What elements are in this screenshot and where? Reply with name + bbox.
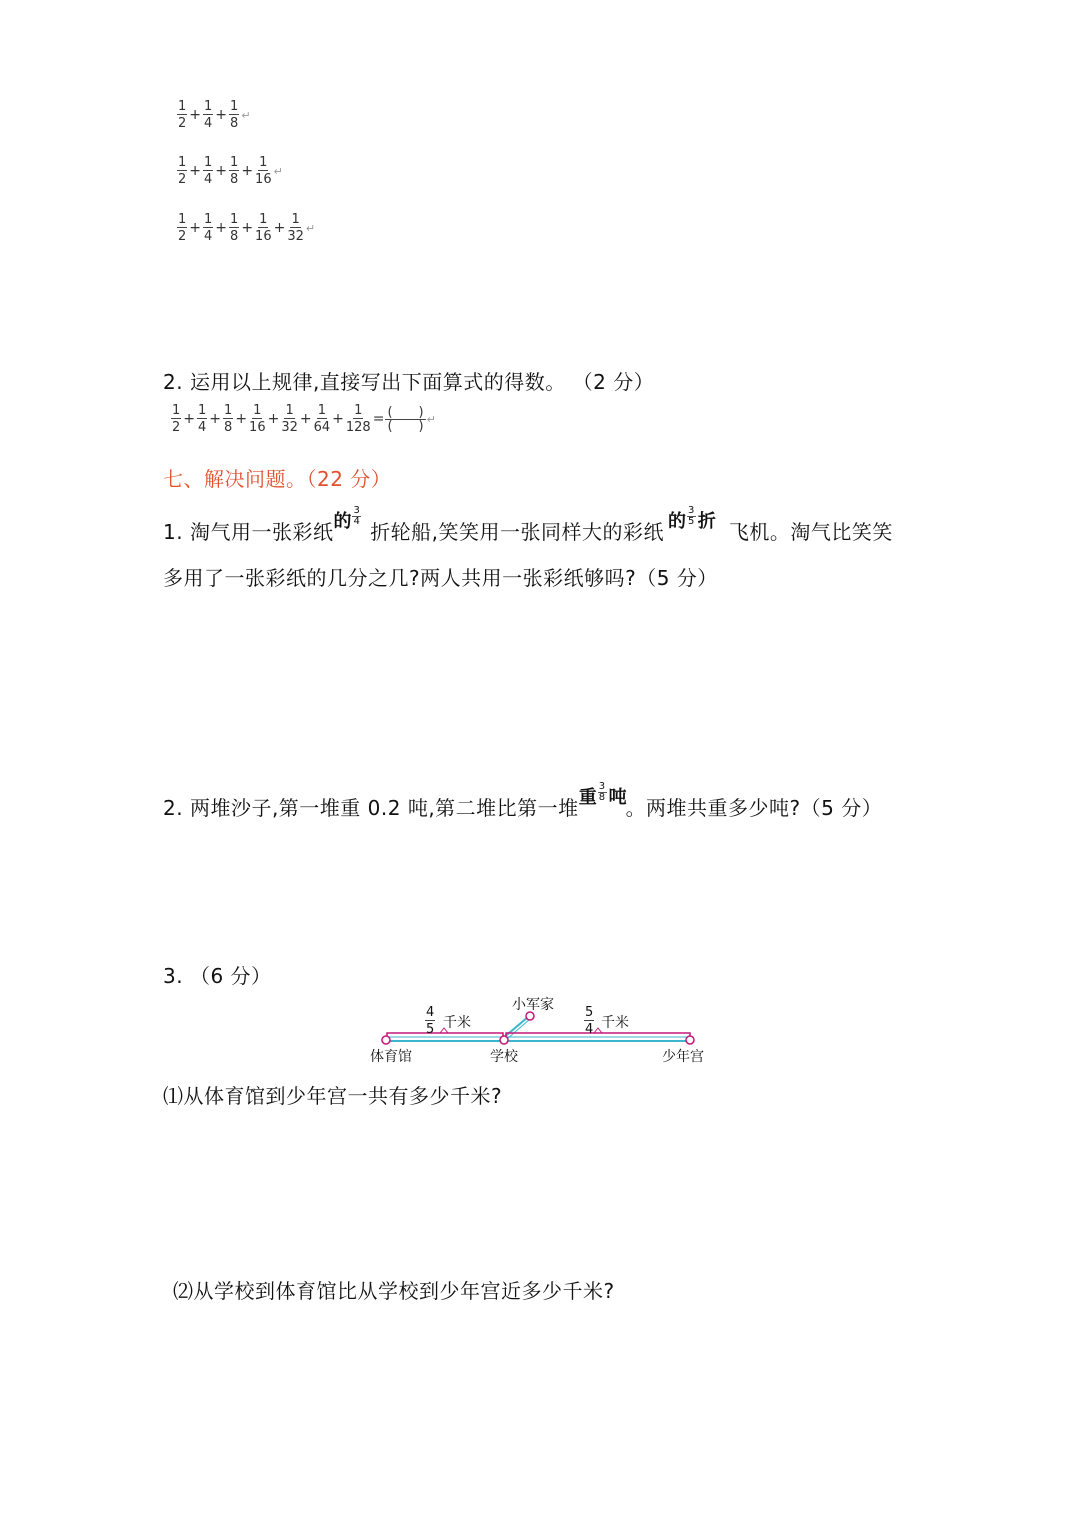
problem-3-sub-1: ⑴从体育馆到少年宫一共有多少千米? [163, 1084, 503, 1108]
fraction-5-4: $\frac{5}{4}$ [585, 1005, 594, 1037]
plus-sign: + [215, 163, 228, 179]
problem-1-inset-tail: 折 [697, 511, 715, 532]
fraction-3-5: $\frac{3}{5}$ [688, 505, 695, 527]
problem-1-inset-word-1: 的 [333, 511, 351, 532]
fraction-term: $\frac{1}{128}$ [345, 403, 371, 435]
fraction-term: $\frac{1}{8}$ [224, 403, 233, 435]
problem-3-sub-2: ⑵从学校到体育馆比从学校到少年宫近多少千米? [173, 1279, 615, 1303]
problem-1-line-1 [163, 505, 893, 545]
return-mark: ↵ [305, 221, 316, 235]
answer-blank[interactable]: $\frac{( )}{( )}$ [387, 404, 424, 434]
plus-sign: + [241, 220, 254, 236]
fraction-term: $\frac{1}{16}$ [249, 403, 266, 435]
node-gym [382, 1036, 390, 1044]
plus-sign: + [215, 220, 228, 236]
sequence-1 [176, 100, 251, 130]
problem-2-inset-tail: 吨 [608, 787, 626, 808]
fraction-term: $\frac{1}{4}$ [204, 99, 213, 131]
right-unit: 千米 [601, 1015, 629, 1031]
plus-sign: + [189, 220, 202, 236]
plus-sign: + [215, 107, 228, 123]
fraction-term: $\frac{1}{8}$ [230, 212, 239, 244]
fraction-term: $\frac{1}{16}$ [255, 212, 272, 244]
fraction-3-8: $\frac{3}{8}$ [598, 781, 606, 803]
plus-sign: + [332, 411, 344, 427]
label-school: 学校 [490, 1049, 518, 1065]
return-mark: ↵ [273, 164, 283, 178]
question-2-text: 2. 运用以上规律,直接写出下面算式的得数。 （2 分） [163, 370, 655, 394]
return-mark: ↵ [426, 412, 436, 426]
sequence-3 [176, 213, 315, 243]
node-school [500, 1036, 508, 1044]
problem-2-inset-word: 重 [578, 787, 596, 808]
equals-sign: = [372, 411, 385, 427]
plus-sign: + [299, 411, 312, 427]
problem-1-inset-word-2: 的 [668, 511, 686, 532]
fraction-term: $\frac{1}{2}$ [178, 99, 187, 131]
section-7-title: 七、解决问题。（22 分） [163, 467, 392, 491]
plus-sign: + [183, 411, 196, 427]
label-gym: 体育馆 [370, 1049, 412, 1065]
fraction-term: $\frac{1}{64}$ [313, 403, 331, 435]
fraction-term: $\frac{1}{32}$ [287, 212, 304, 244]
fraction-4-5: $\frac{4}{5}$ [426, 1005, 435, 1037]
fraction-term: $\frac{1}{2}$ [178, 212, 187, 244]
fraction-term: $\frac{1}{32}$ [281, 403, 298, 435]
fraction-term: $\frac{1}{4}$ [198, 403, 207, 435]
fraction-term: $\frac{1}{8}$ [230, 99, 239, 131]
fraction-term: $\frac{1}{4}$ [204, 155, 213, 187]
fraction-term: $\frac{1}{2}$ [178, 155, 187, 187]
plus-sign: + [273, 220, 286, 236]
question-2-expression [170, 404, 436, 434]
fraction-3-4: $\frac{3}{4}$ [353, 505, 361, 527]
problem-1-line-2: 多用了一张彩纸的几分之几?两人共用一张彩纸够吗?（5 分） [163, 566, 718, 590]
problem-2-line [163, 781, 883, 821]
problem-1-text-a: 1. 淘气用一张彩纸 [163, 520, 334, 544]
problem-1-text-b: 折轮船,笑笑用一张同样大的彩纸 [370, 520, 665, 544]
left-unit: 千米 [443, 1015, 471, 1031]
return-mark: ↵ [241, 108, 251, 122]
plus-sign: + [267, 411, 280, 427]
fraction-term: $\frac{1}{16}$ [255, 155, 272, 187]
plus-sign: + [209, 411, 222, 427]
problem-1-text-c: 飞机。淘气比笑笑 [728, 520, 893, 544]
branch-line-b [507, 1019, 530, 1039]
problem-3-head: 3. （6 分） [163, 964, 272, 988]
fraction-term: $\frac{1}{4}$ [204, 212, 213, 244]
plus-sign: + [241, 163, 254, 179]
plus-sign: + [189, 163, 202, 179]
fraction-term: $\frac{1}{2}$ [172, 403, 181, 435]
problem-2-text-a: 2. 两堆沙子,第一堆重 0.2 吨,第二堆比第一堆 [163, 796, 579, 820]
fraction-term: $\frac{1}{8}$ [230, 155, 239, 187]
problem-2-text-b: 。两堆共重多少吨?（5 分） [625, 796, 883, 820]
node-palace [686, 1036, 694, 1044]
plus-sign: + [235, 411, 248, 427]
label-youth-palace: 少年宫 [662, 1049, 704, 1065]
plus-sign: + [189, 107, 202, 123]
sequence-2 [176, 156, 283, 186]
label-xiaojun-home: 小军家 [512, 997, 554, 1013]
